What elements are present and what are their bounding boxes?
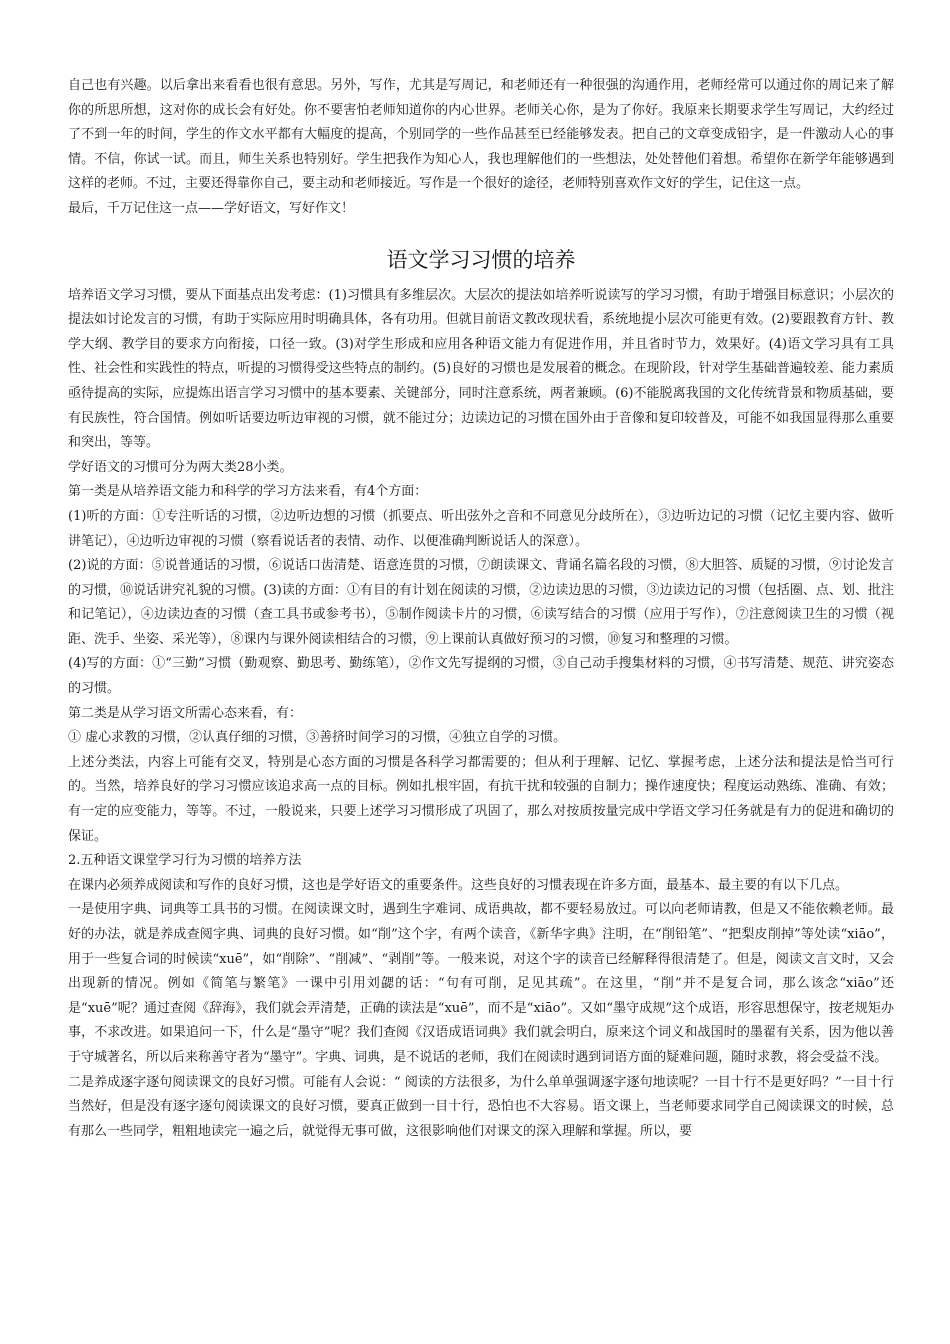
section-title: 语文学习习惯的培养 xyxy=(386,247,576,272)
document-page xyxy=(68,74,894,1144)
body-paragraph-3: 第一类是从培养语文能力和科学的学习方法来看，有4个方面： xyxy=(68,484,428,500)
body-paragraph-1: 培养语文学习习惯，要从下面基点出发考虑：(1)习惯具有多维层次。大层次的提法如培养听说读写的学习习惯，有助于增强目标意识；小层次的提法如讨论发言的习惯，有助于实际应用时明确具体，各有功用。但就目前语文教改现状看，系统地提小层次可能更有效。(2)要跟教育方针、教学大纲、教学目的要求方向衔接，口径一致。(3)对学生形成和应用各种语文能力有促进作用，并且省时节力，效果好。(4)语文学习具有工具性、社会性和实践性的特点，听提的习惯得受这些特点的制约。(5)良好的习惯也是发展着的概念。在现阶段，针对学生基础普遍较差、能力素质亟待提高的实际，应提炼出语言学习习惯中的基本要素、关键部分，同时注意系统，两者兼顾。(6)不能脱离我国的文化传统背景和物质基础，要有民族性，符合国情。例如听话要边听边审视的习惯，就不能过分；边读边记的习惯在国外由于音像和复印较普及，可能不如我国显得那么重要和突出，等等。 xyxy=(68,287,894,451)
body-paragraph-12: 二是养成逐字逐句阅读课文的良好习惯。可能有人会说：“ 阅读的方法很多，为什么单单强调逐字逐句地读呢？一目十行不是更好吗？”一目十行当然好，但是没有逐字逐句阅读课文的良好习惯，要真正做到一目十行，恐怕也不大容易。语文课上，当老师要求同学自己阅读课文的时候，总有那么一些同学，粗粗地读完一遍之后，就觉得无事可做，这很影响他们对课文的深入理解和掌握。所以，要 xyxy=(68,1074,894,1139)
body-paragraph-4: (1)听的方面：①专注听话的习惯，②边听边想的习惯（抓要点、听出弦外之音和不同意见分歧所在），③边听边记的习惯（记忆主要内容、做听讲笔记），④边听边审视的习惯（察看说话者的表情、动作、以便准确判断说话人的深意）。 xyxy=(68,508,894,549)
subheading: 2.五种语文课堂学习行为习惯的培养方法 xyxy=(68,853,302,869)
body-paragraph-11: 一是使用字典、词典等工具书的习惯。在阅读课文时，遇到生字难词、成语典故，都不要轻易放过。可以向老师请教，但是又不能依赖老师。最好的办法，就是养成查阅字典、词典的良好习惯。如“削”这个字，有两个读音，《新华字典》注明，在“削铅笔”、“把梨皮削掉”等处读“xiāo”，用于一些复合词的时候读“xuē”，如“削除”、“削减”、“剥削”等。一般来说，对这个字的读音已经解释得很清楚了。但是，阅读文言文时，又会出现新的情况。例如《简笔与繁笔》一课中引用刘勰的话：“句有可削，足见其疏”。在这里，“削”并不是复合词，那么该念“xiāo”还是“xuē”呢？通过查阅《辞海》，我们就会弄清楚，正确的读法是“xuē”，而不是“xiāo”。又如“墨守成规”这个成语，形容思想保守，按老规矩办事，不求改进。如果追问一下，什么是“墨守”呢？我们查阅《汉语成语词典》我们就会明白，原来这个词义和战国时的墨翟有关系，因为他以善于守城著名，所以后来称善守者为“墨守”。字典、词典，是不说话的老师，我们在阅读时遇到词语方面的疑难问题，随时求教，将会受益不浅。 xyxy=(68,902,894,1065)
intro-paragraph-1: 自己也有兴趣。以后拿出来看看也很有意思。另外，写作，尤其是写周记，和老师还有一种很强的沟通作用，老师经常可以通过你的周记来了解你的所思所想，这对你的成长会有好处。你不要害怕老师知道你的内心世界。老师关心你，是为了你好。我原来长期要求学生写周记，大约经过了不到一年的时间，学生的作文水平都有大幅度的提高，个别同学的一些作品甚至已经能够发表。把自己的文章变成铅字，是一件激动人心的事情。不信，你试一试。而且，师生关系也特别好。学生把我作为知心人，我也理解他们的一些想法，处处替他们着想。希望你在新学年能够遇到这样的老师。不过，主要还得靠你自己，要主动和老师接近。写作是一个很好的途径，老师特别喜欢作文好的学生，记住这一点。 xyxy=(68,78,894,192)
body-paragraph-5: (2)说的方面：⑤说普通话的习惯，⑥说话口齿清楚、语意连贯的习惯，⑦朗读课文、背诵名篇名段的习惯，⑧大胆答、质疑的习惯，⑨讨论发言的习惯，⑩说话讲究礼貌的习惯。(3)读的方面：①有目的有计划在阅读的习惯，②边读边思的习惯，③边读边记的习惯（包括圈、点、划、批注和记笔记），④边读边查的习惯（查工具书或参考书），⑤制作阅读卡片的习惯，⑥读写结合的习惯（应用于写作），⑦注意阅读卫生的习惯（视距、洗手、坐姿、采光等），⑧课内与课外阅读相结合的习惯，⑨上课前认真做好预习的习惯，⑩复习和整理的习惯。 xyxy=(68,558,894,647)
intro-paragraph-2: 最后，千万记住这一点——学好语文，写好作文！ xyxy=(68,200,355,216)
body-paragraph-8: ① 虚心求教的习惯，②认真仔细的习惯，③善挤时间学习的习惯，④独立自学的习惯。 xyxy=(68,730,567,746)
body-paragraph-6: (4)写的方面：①“三勤”习惯（勤观察、勤思考、勤练笔），②作文先写提纲的习惯，③自己动手搜集材料的习惯，④书写清楚、规范、讲究姿态的习惯。 xyxy=(68,656,894,697)
body-paragraph-7: 第二类是从学习语文所需心态来看，有： xyxy=(68,705,303,721)
body-paragraph-10: 在课内必须养成阅读和写作的良好习惯，这也是学好语文的重要条件。这些良好的习惯表现在许多方面，最基本、最主要的有以下几点。 xyxy=(68,877,849,893)
body-paragraph-2: 学好语文的习惯可分为两大类28小类。 xyxy=(68,459,293,475)
body-paragraph-9: 上述分类法，内容上可能有交叉，特别是心态方面的习惯是各科学习都需要的；但从利于理解、记忆、掌握考虑，上述分法和提法是恰当可行的。当然，培养良好的学习习惯应该追求高一点的目标。例如扎根牢固，有抗干扰和较强的自制力；操作速度快；程度运动熟练、准确、有效；有一定的应变能力，等等。不过，一般说来，只要上述学习习惯形成了巩固了，那么对按质按量完成中学语文学习任务就是有力的促进和确切的保证。 xyxy=(68,754,894,844)
